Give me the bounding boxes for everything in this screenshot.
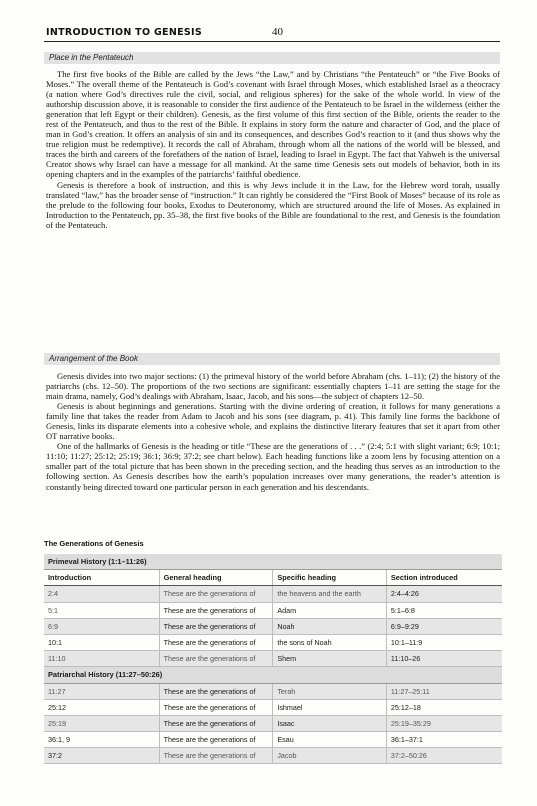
table-row — [44, 748, 502, 764]
paragraph: Genesis is therefore a book of instruction, and this is why Jews include it in the Law, for the Hebrew word torah, usually translated “law,” has the broader sense of “instruction.” It can rightly be considered the “First Book of Moses” because of its role as the prelude to the following four books, Exodus to Deuteronomy, which are structured around the life of Moses. As explained in Introduction to the Pentateuch, pp. 35–38, the first five books of the Bible are foundational to the rest, and Genesis is the foundation of the Pentateuch. — [46, 179, 500, 230]
table-cell: Terah — [273, 683, 387, 699]
table-cell: These are the generations of — [159, 618, 273, 634]
table-cell: 6:9–9:29 — [386, 618, 502, 634]
section-body-place — [46, 69, 500, 230]
table-cell: These are the generations of — [159, 634, 273, 650]
running-header — [44, 27, 500, 42]
section-heading-arrangement — [44, 353, 500, 365]
header-title: INTRODUCTION TO GENESIS — [46, 27, 202, 38]
table-row — [44, 651, 502, 667]
table-cell: These are the generations of — [159, 732, 273, 748]
table-cell: These are the generations of — [159, 748, 273, 764]
section-heading-text: Place in the Pentateuch — [49, 53, 134, 62]
section-heading-text: Arrangement of the Book — [49, 354, 138, 363]
table-cell: 25:19 — [44, 715, 159, 731]
table-cell: 37:2–50:26 — [386, 748, 502, 764]
table-cell: These are the generations of — [159, 715, 273, 731]
table-cell: the heavens and the earth — [273, 586, 387, 602]
table-cell: These are the generations of — [159, 602, 273, 618]
table-row — [44, 683, 502, 699]
generations-table — [44, 554, 502, 764]
table-cell: 11:27–25:11 — [386, 683, 502, 699]
section-body-arrangement — [46, 371, 500, 492]
table-cell: 11:10 — [44, 651, 159, 667]
column-header: Introduction — [44, 570, 159, 586]
table-cell: 5:1–6:8 — [386, 602, 502, 618]
paragraph: The first five books of the Bible are called by the Jews “the Law,” and by Christians “the Pentateuch” or “the Five Books of Moses.” The overall theme of the Pentateuch is God’s covenant with Israel through Moses, which established Israel as a theocracy (a nation where God’s directives rule the civil, social, and religious spheres) for the sake of the whole world. In view of the authorship discussion above, it is reasonable to consider the first audience of the Pentateuch to be Israel in the wilderness (either the generation that left Egypt or their children). Genesis, as the first volume of this first section of the Bible, orients the reader to the rest of the Pentateuch, and thus to the rest of the Bible. It explains in story form the nature and character of God, and the place of man in God’s creation. It offers an analysis of sin and its consequences, and describes God’s reaction to it (and thus shows why the true religion must be redemptive). It records the call of Abraham, through whom all the nations of the world will be blessed, and traces the birth and careers of the forefathers of the nation of Israel, leading to Israel in Egypt. The fact that Yahweh is the universal Creator shows why Israel can have a message for all mankind. At the same time Genesis sets out models of behavior, both in its opening chapters and in the examples of the patriarchs’ faithful obedience. — [46, 69, 500, 180]
column-header: Specific heading — [273, 570, 387, 586]
table-cell: 25:12 — [44, 699, 159, 715]
column-header: General heading — [159, 570, 273, 586]
table-cell: 25:12–18 — [386, 699, 502, 715]
table-cell: Jacob — [273, 748, 387, 764]
group-label: Primeval History (1:1–11:26) — [44, 554, 502, 570]
table-title: The Generations of Genesis — [44, 539, 144, 548]
paragraph: Genesis is about beginnings and generations. Starting with the divine ordering of creation, it follows for many generations a family line that takes the reader from Adam to Jacob and his sons (see diagram, p. 41). This family line forms the backbone of Genesis, links its disparate elements into a cohesive whole, and explains the distinctive literary features that set it apart from other OT narrative books. — [46, 401, 500, 442]
page-number: 40 — [272, 26, 283, 38]
table-group-header — [44, 667, 502, 683]
table-group-header — [44, 554, 502, 570]
table-cell: These are the generations of — [159, 699, 273, 715]
table-cell: 10:1 — [44, 634, 159, 650]
table-cell: 11:10–26 — [386, 651, 502, 667]
table-cell: These are the generations of — [159, 683, 273, 699]
table-cell: 37:2 — [44, 748, 159, 764]
section-heading-place — [44, 52, 500, 64]
table-row — [44, 732, 502, 748]
table-cell: Adam — [273, 602, 387, 618]
table-cell: Ishmael — [273, 699, 387, 715]
table-cell: the sons of Noah — [273, 634, 387, 650]
table-cell: Esau — [273, 732, 387, 748]
table-row — [44, 699, 502, 715]
table-cell: 5:1 — [44, 602, 159, 618]
table-cell: 6:9 — [44, 618, 159, 634]
table-row — [44, 602, 502, 618]
table-cell: 2:4–4:26 — [386, 586, 502, 602]
table-cell: Isaac — [273, 715, 387, 731]
table-cell: 36:1–37:1 — [386, 732, 502, 748]
table-row — [44, 586, 502, 602]
table-cell: These are the generations of — [159, 651, 273, 667]
group-label: Patriarchal History (11:27–50:26) — [44, 667, 502, 683]
table-cell: These are the generations of — [159, 586, 273, 602]
table-cell: 11:27 — [44, 683, 159, 699]
table-row — [44, 634, 502, 650]
paragraph: One of the hallmarks of Genesis is the heading or title “These are the generations of . . .” (2:4; 5:1 with slight variant; 6:9; 10:1; 11:10; 11:27; 25:12; 25:19; 36:1; 36:9; 37:2; see chart below). Each heading functions like a zoom lens by focusing attention on a smaller part of the total picture that has been shown in the preceding section, and the heading thus serves as an introduction to the following section. As Genesis describes how the earth’s population increases over many generations, the reader’s attention is constantly being directed toward one particular person in each generation and his descendants. — [46, 441, 500, 492]
paragraph: Genesis divides into two major sections: (1) the primeval history of the world before Abraham (chs. 1–11); (2) the history of the patriarchs (chs. 12–50). The proportions of the two sections are significant: essentially chapters 1–11 are setting the stage for the main drama, namely, God’s dealings with Abraham, Isaac, Jacob, and his sons—the subject of chapters 12–50. — [46, 371, 500, 402]
table-cell: 25:19–35:29 — [386, 715, 502, 731]
table-column-headers — [44, 570, 502, 586]
table-cell: 10:1–11:9 — [386, 634, 502, 650]
table-row — [44, 618, 502, 634]
table-cell: Shem — [273, 651, 387, 667]
table-cell: 2:4 — [44, 586, 159, 602]
column-header: Section introduced — [386, 570, 502, 586]
table-cell: Noah — [273, 618, 387, 634]
table-row — [44, 715, 502, 731]
table-cell: 36:1, 9 — [44, 732, 159, 748]
